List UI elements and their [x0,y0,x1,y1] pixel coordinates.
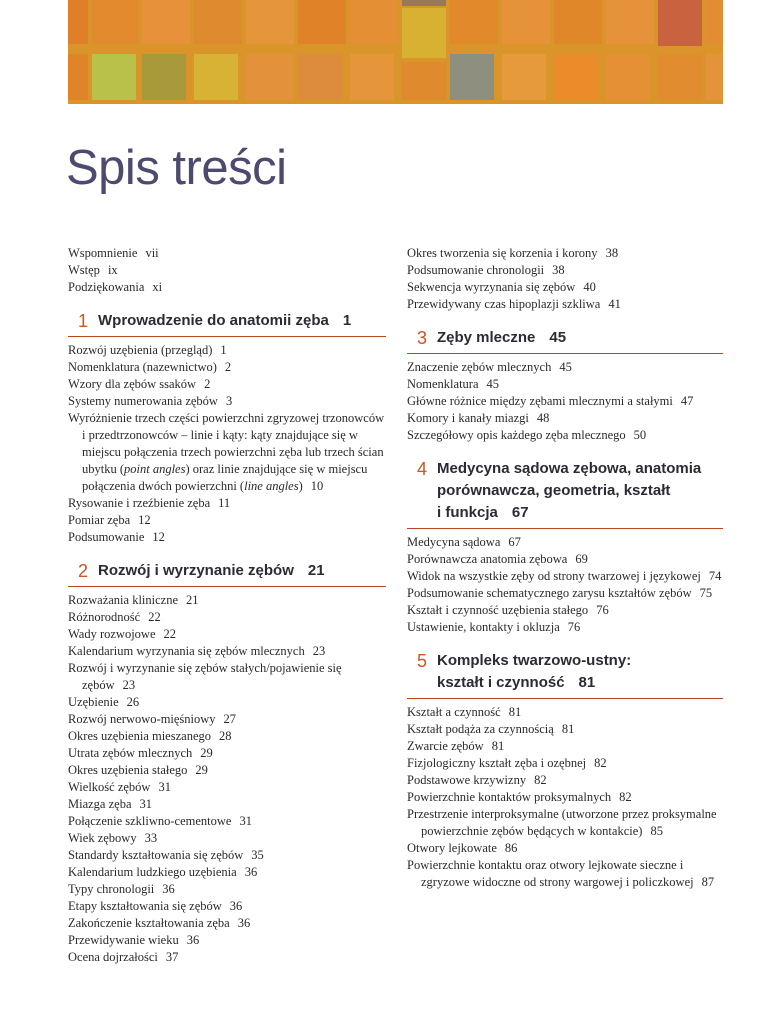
toc-entry[interactable]: Szczegółowy opis każdego zęba mlecznego 50 [407,428,647,442]
toc-entry[interactable]: Rozwój uzębienia (przegląd) 1 [68,343,227,357]
chapter-number: 1 [78,311,89,331]
toc-entry[interactable]: Rozważania kliniczne 21 [68,593,199,607]
toc-entry[interactable]: Powierzchnie kontaktów proksymalnych 82 [407,790,632,804]
chapter-title: Zęby mleczne 45 [437,329,567,346]
toc-entry[interactable]: Wstęp ix [68,263,118,277]
toc-entry[interactable]: Przewidywanie wieku 36 [68,933,200,947]
toc-entry[interactable]: Okres uzębienia mieszanego 28 [68,729,232,743]
chapter-heading-4[interactable] [407,458,723,529]
chapter-heading-3[interactable] [407,327,723,354]
chapter-5-entries [407,704,723,891]
chapter-heading-1[interactable] [68,310,386,337]
chapter-heading-2[interactable] [68,560,386,587]
toc-entry[interactable]: Fizjologiczny kształt zęba i ozębnej 82 [407,756,607,770]
chapter-1-entries [68,342,386,546]
chapter-number: 4 [417,459,428,479]
toc-entry[interactable]: Różnorodność 22 [68,610,161,624]
toc-entry[interactable]: Podsumowanie 12 [68,530,165,544]
toc-entry[interactable]: Kalendarium wyrzynania się zębów mlecznych 23 [68,644,326,658]
toc-entry[interactable]: Etapy kształtowania się zębów 36 [68,899,243,913]
chapter-number: 5 [417,651,428,671]
toc-right-column [407,245,723,891]
toc-entry[interactable]: Wzory dla zębów ssaków 2 [68,377,211,391]
toc-entry[interactable]: Zakończenie kształtowania zęba 36 [68,916,251,930]
front-matter [68,245,386,296]
toc-entry[interactable]: Powierzchnie kontaktu oraz otwory lejkowate sieczne i zgryzowe widoczne od strony wargowej i policzkowej 87 [407,858,715,889]
toc-entry[interactable]: Standardy kształtowania się zębów 35 [68,848,264,862]
toc-entry[interactable]: Wiek zębowy 33 [68,831,158,845]
header-mosaic-banner [68,0,723,104]
toc-entry[interactable]: Kształt i czynność uzębienia stałego 76 [407,603,609,617]
toc-entry[interactable]: Rozwój i wyrzynanie się zębów stałych/pojawienie się zębów 23 [68,661,342,692]
toc-entry[interactable]: Kształt a czynność 81 [407,705,522,719]
chapter-title: Wprowadzenie do anatomii zęba 1 [98,312,352,329]
toc-entry[interactable]: Wielkość zębów 31 [68,780,171,794]
toc-entry[interactable]: Otwory lejkowate 86 [407,841,518,855]
toc-entry[interactable]: Nomenklatura 45 [407,377,500,391]
toc-entry[interactable]: Ustawienie, kontakty i okluzja 76 [407,620,581,634]
chapter-number: 2 [78,561,89,581]
toc-entry[interactable]: Podsumowanie schematycznego zarysu kształtów zębów 75 [407,586,713,600]
toc-entry[interactable]: Kalendarium ludzkiego uzębienia 36 [68,865,258,879]
toc-left-column [68,245,386,966]
chapter-2-entries [68,592,386,966]
toc-entry[interactable]: Podstawowe krzywizny 82 [407,773,547,787]
chapter-3-entries [407,359,723,444]
chapter-title: Medycyna sądowa zębowa, anatomia porównawcza, geometria, kształt i funkcja 67 [437,460,702,521]
toc-entry[interactable]: Medycyna sądowa 67 [407,535,521,549]
toc-entry[interactable]: Podziękowania xi [68,280,163,294]
chapter-number: 3 [417,328,428,348]
toc-entry[interactable]: Ocena dojrzałości 37 [68,950,179,964]
toc-entry[interactable]: Utrata zębów mlecznych 29 [68,746,213,760]
page-title: Spis treści [66,141,287,195]
toc-entry[interactable]: Rozwój nerwowo-mięśniowy 27 [68,712,237,726]
toc-entry[interactable]: Przewidywany czas hipoplazji szkliwa 41 [407,297,621,311]
toc-entry[interactable]: Zwarcie zębów 81 [407,739,505,753]
toc-entry[interactable]: Porównawcza anatomia zębowa 69 [407,552,588,566]
chapter-title: Kompleks twarzowo-ustny: kształt i czynność 81 [437,652,632,691]
toc-entry[interactable]: Miazga zęba 31 [68,797,153,811]
toc-entry[interactable]: Typy chronologii 36 [68,882,175,896]
toc-entry[interactable]: Znaczenie zębów mlecznych 45 [407,360,572,374]
toc-entry[interactable]: Przestrzenie interproksymalne (utworzone przez proksymalne powierzchnie zębów będących w kontakcie) 85 [407,807,717,838]
toc-entry[interactable]: Wyróżnienie trzech części powierzchni zgryzowej trzonowców i przedtrzonowców – linie i kąty: kąty znajdujące się w miejscu połączenia trzech powierzchni zęba lub trzech ścian ubytku (point angles) oraz linie znajdujące się w miejscu połączenia dwóch powierzchni (line angles) 10 [68,411,385,493]
chapter-title: Rozwój i wyrzynanie zębów 21 [98,562,325,579]
toc-entry[interactable]: Połączenie szkliwno-cementowe 31 [68,814,252,828]
chapter-4-entries [407,534,723,636]
toc-entry[interactable]: Okres uzębienia stałego 29 [68,763,208,777]
toc-entry[interactable]: Nomenklatura (nazewnictwo) 2 [68,360,232,374]
toc-entry[interactable]: Sekwencja wyrzynania się zębów 40 [407,280,596,294]
chapter-heading-5[interactable] [407,650,723,699]
toc-entry[interactable]: Wspomnienie vii [68,246,159,260]
toc-entry[interactable]: Podsumowanie chronologii 38 [407,263,565,277]
toc-entry[interactable]: Widok na wszystkie zęby od strony twarzowej i językowej 74 [407,569,722,583]
toc-entry[interactable]: Systemy numerowania zębów 3 [68,394,233,408]
toc-entry[interactable]: Okres tworzenia się korzenia i korony 38 [407,246,619,260]
toc-entry[interactable]: Główne różnice między zębami mlecznymi a stałymi 47 [407,394,694,408]
toc-entry[interactable]: Uzębienie 26 [68,695,140,709]
toc-entry[interactable]: Wady rozwojowe 22 [68,627,177,641]
toc-entry[interactable]: Pomiar zęba 12 [68,513,151,527]
chapter-2-entries-continued [407,245,723,313]
toc-entry[interactable]: Kształt podąża za czynnością 81 [407,722,575,736]
toc-entry[interactable]: Komory i kanały miazgi 48 [407,411,550,425]
toc-entry[interactable]: Rysowanie i rzeźbienie zęba 11 [68,496,231,510]
